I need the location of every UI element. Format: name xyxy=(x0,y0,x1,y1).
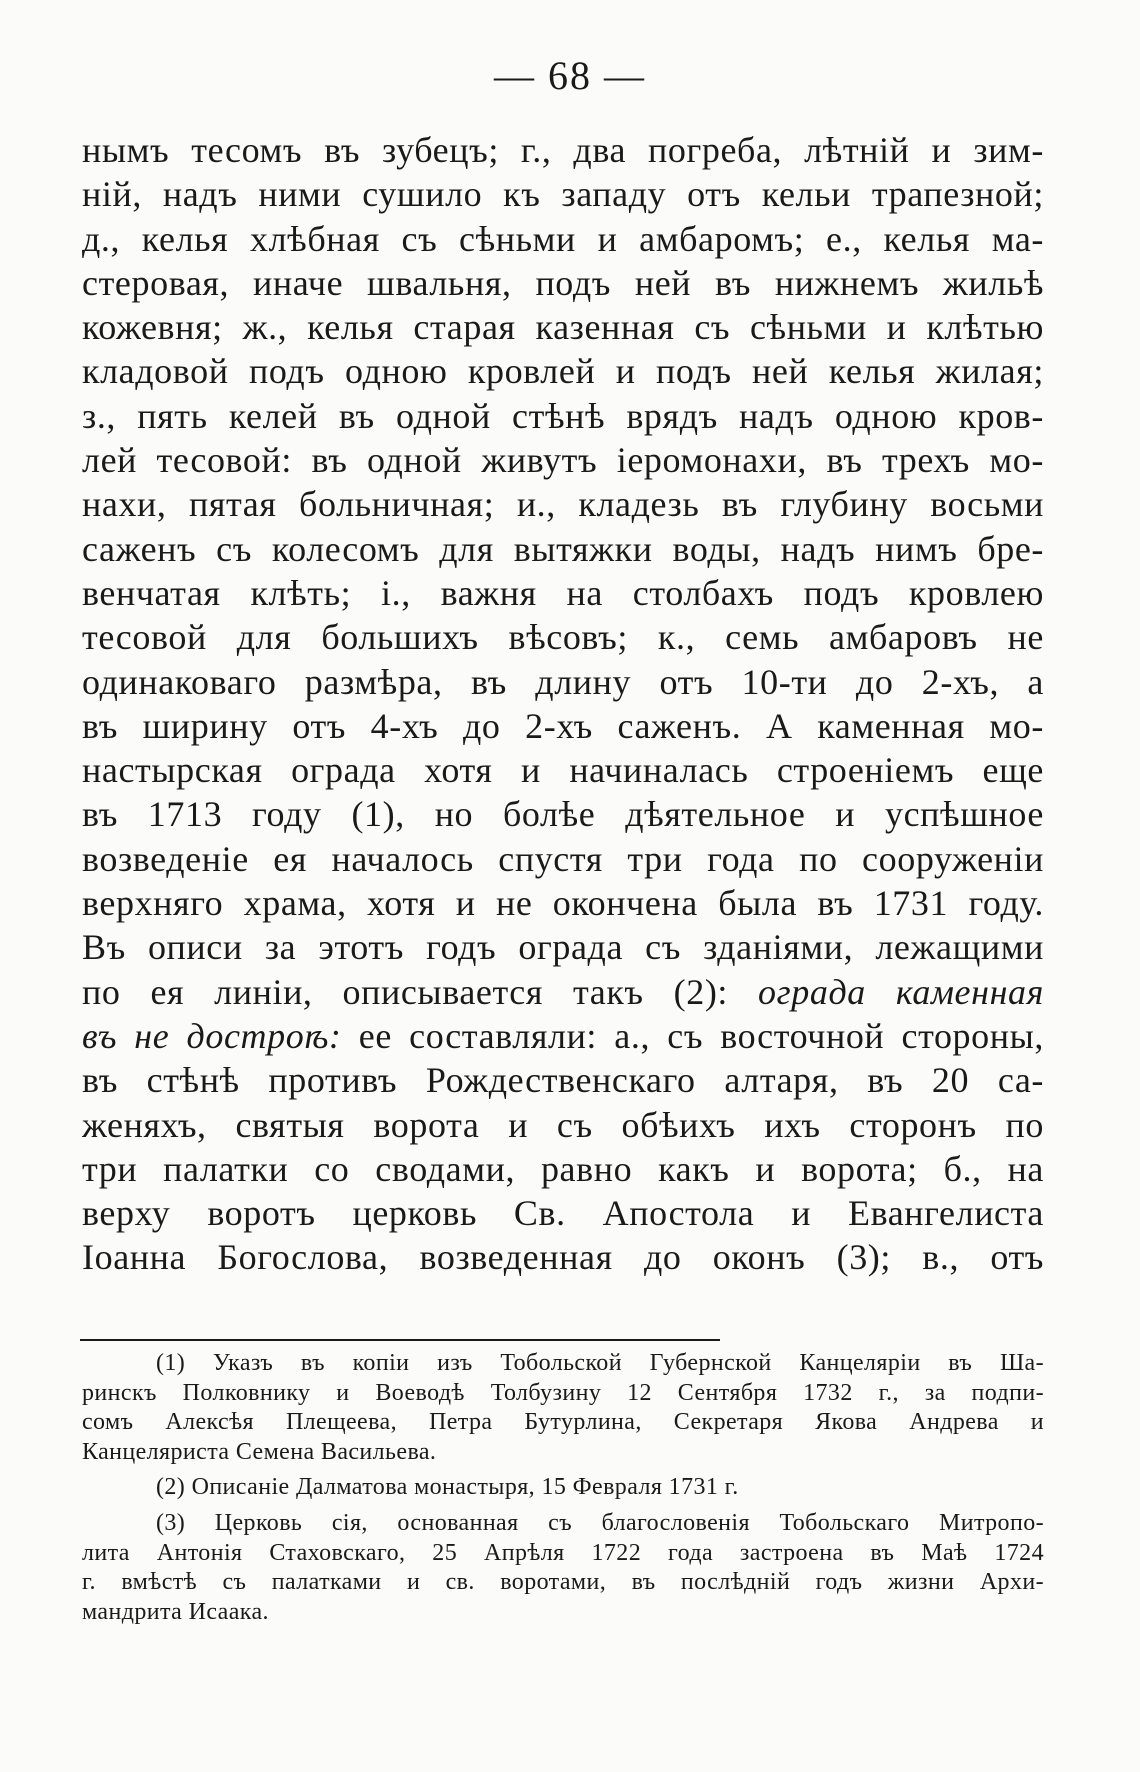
text-line: въ стѣнѣ противъ Рождественскаго алтаря, въ 20 са- xyxy=(82,1060,1044,1101)
text-line-with-italic xyxy=(82,970,1044,1014)
text-line: тесовой для большихъ вѣсовъ; к., семь амбаровъ не xyxy=(82,617,1044,658)
text-line: верхняго храма, хотя и не окончена была въ 1731 году. xyxy=(82,883,1044,924)
text-line: три палатки со сводами, равно какъ и ворота; б., на xyxy=(82,1148,1044,1189)
footnote-1-line: (1) Указъ въ копіи изъ Тобольской Губернской Канцеляріи въ Ша- xyxy=(156,1350,1044,1376)
footnote-3-line: лита Антонія Стаховскаго, 25 Апрѣля 1722 года застроена въ Маѣ 1724 xyxy=(82,1539,1044,1566)
text-segment: по ея линіи, описывается такъ (2): xyxy=(82,971,729,1012)
text-line: саженъ съ колесомъ для вытяжки воды, надъ нимъ бре- xyxy=(82,528,1044,569)
text-line: венчатая клѣть; і., важня на столбахъ подъ кровлею xyxy=(82,572,1044,613)
text-line: Іоанна Богослова, возведенная до оконъ (3); в., отъ xyxy=(82,1237,1044,1278)
italic-phrase: въ не достроѣ: xyxy=(82,1015,342,1056)
footnote-1-line: ринскъ Полковнику и Воеводѣ Толбузину 12 Сентября 1732 г., за подпи- xyxy=(82,1379,1044,1406)
body-text xyxy=(82,128,1044,1280)
text-line: д., келья хлѣбная съ сѣньми и амбаромъ; е., келья ма- xyxy=(82,218,1044,259)
text-line: нахи, пятая больничная; и., кладезь въ глубину восьми xyxy=(82,484,1044,525)
text-line: возведеніе ея началось спустя три года по сооруженіи xyxy=(82,838,1044,879)
footnote-3-line: (3) Церковь сія, основанная съ благословенія Тобольскаго Митропо- xyxy=(156,1509,1044,1536)
text-line-with-italic xyxy=(82,1014,1044,1058)
text-line: ній, надъ ними сушило къ западу отъ кельи трапезной; xyxy=(82,174,1044,215)
text-segment: ее составляли: а., съ восточной стороны, xyxy=(358,1015,1044,1056)
footnote-divider xyxy=(80,1339,720,1341)
text-line: настырская ограда хотя и начиналась строеніемъ еще xyxy=(82,750,1044,791)
text-line: кожевня; ж., келья старая казенная съ сѣньми и клѣтью xyxy=(82,307,1044,348)
footnote-1-line: сомъ Алексѣя Плещеева, Петра Бутурлина, Секретаря Якова Андрева и xyxy=(82,1409,1044,1436)
text-line: въ ширину отъ 4-хъ до 2-хъ саженъ. А каменная мо- xyxy=(82,705,1044,746)
text-line: одинаковаго размѣра, въ длину отъ 10-ти до 2-хъ, а xyxy=(82,661,1044,702)
text-line: стеровая, иначе швальня, подъ ней въ нижнемъ жильѣ xyxy=(82,262,1044,303)
text-line: Въ описи за этотъ годъ ограда съ зданіями, лежащими xyxy=(82,927,1044,968)
text-line: женяхъ, святыя ворота и съ обѣихъ ихъ сторонъ по xyxy=(82,1104,1044,1145)
footnote-2: (2) Описаніе Далматова монастыря, 15 Февраля 1731 г. xyxy=(156,1474,739,1501)
footnotes xyxy=(82,1349,1044,1627)
footnote-3-line: мандрита Исаака. xyxy=(82,1598,269,1625)
text-line: кладовой подъ одною кровлей и подъ ней келья жилая; xyxy=(82,351,1044,392)
text-line: верху воротъ церковь Св. Апостола и Евангелиста xyxy=(82,1193,1044,1234)
page-number: — 68 — xyxy=(494,53,646,98)
text-line: въ 1713 году (1), но болѣе дѣятельное и успѣшное xyxy=(82,794,1044,835)
footnote-1-line: Канцеляриста Семена Васильева. xyxy=(82,1438,437,1465)
text-line: з., пять келей въ одной стѣнѣ врядъ надъ одною кров- xyxy=(82,395,1044,436)
italic-phrase: ограда каменная xyxy=(758,971,1044,1012)
text-line: лей тесовой: въ одной живутъ іеромонахи, въ трехъ мо- xyxy=(82,440,1044,481)
footnote-3-line: г. вмѣстѣ съ палатками и св. воротами, въ послѣдній годъ жизни Архи- xyxy=(82,1569,1044,1596)
text-line: нымъ тесомъ въ зубецъ; г., два погреба, лѣтній и зим- xyxy=(82,130,1044,170)
